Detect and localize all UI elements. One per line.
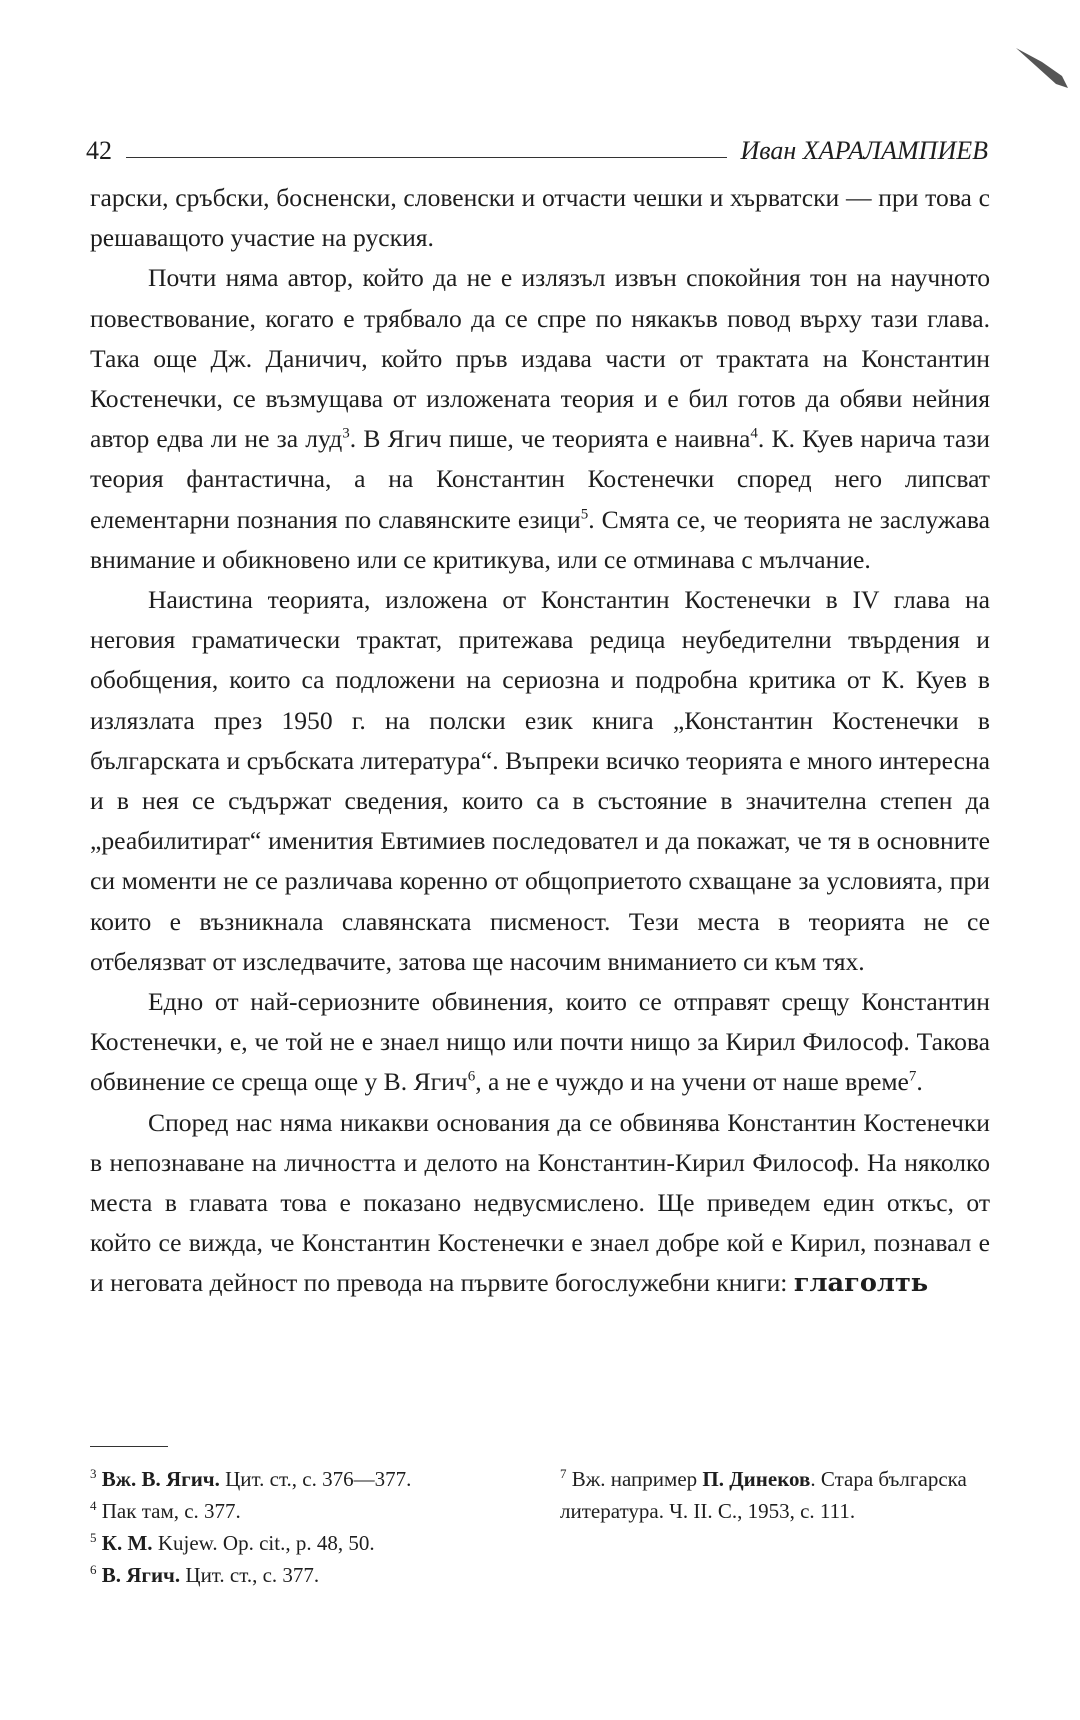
paragraph-2: Почти няма автор, който да не е излязъл извън спокойния тон на научното повествование, когато е трябвало да се спре по някакъв повод върху тази глава. Така още Дж. Даничич, който пръв издава части от трактата на Константин Костенечки, се възмущава от изложената теория и е бил готов да обяви нейния автор едва ли не за луд$^3$. В Ягич пише, че теорията е наивна$^4$. К. Куев нарича тази теория фантастична, а на Константин Костенечки според него липсват елементарни познания по славянските езици$^5$. Смята се, че теорията не заслужава внимание и обикновено или се критикува, или се отминава с мълчание. [90,263,990,574]
footnotes [90,1463,990,1591]
running-head: Иван ХАРАЛАМПИЕВ [740,136,988,165]
paragraph-3: Наистина теорията, изложена от Константин Костенечки в IV глава на неговия граматически трактат, притежава редица неубедителни твърдения и обобщения, които са подложени на сериозна и подробна критика от К. Куев в излязлата през 1950 г. на полски език книга „Константин Костенечки в българската и сръбската литература“. Въпреки всичко теорията е много интересна и в нея се съдържат сведения, които са в състояние в значителна степен да „реабилитират“ именития Евтимиев последовател и да покажат, че тя в основните си моменти не се различава коренно от общоприетото схващане за условията, при които е възникнала славянската писменост. Тези места в теорията не се отбелязват от изследвачите, затова ще насочим вниманието си към тях. [90,585,990,976]
footnotes-right-column [560,1463,990,1591]
footnote-separator [90,1446,168,1447]
footnote-6: $^6$ В. Ягич. Цит. ст., с. 377. [90,1562,320,1587]
body-text [90,178,990,1304]
footnotes-left-column [90,1463,530,1591]
page-number: 42 [86,136,112,165]
old-slavonic-word: глаголть [793,1268,929,1299]
corner-pen-mark [1012,44,1070,94]
footnote-ref: 5 [580,506,589,523]
footnote-5: $^5$ К. М. Kujew. Op. cit., p. 48, 50. [90,1530,375,1555]
footnote-4: $^4$ Пак там, с. 377. [90,1498,241,1523]
footnote-ref: 3 [342,425,350,442]
paragraph-4: Едно от най-сериозните обвинения, които се отправят срещу Константин Костенечки, е, че той не е знаел нищо или почти нищо за Кирил Философ. Такова обвинение се среща още у В. Ягич$^6$, а не е чуждо и на учени от наше време$^7$. [90,987,990,1097]
footnote-7: $^7$ Вж. например П. Динеков. Стара българска литература. Ч. II. С., 1953, с. 111. [560,1466,967,1523]
page-header [86,124,988,164]
footnote-ref: 7 [908,1068,917,1085]
footnote-3: $^3$ Вж. В. Ягич. Цит. ст., с. 376—377. [90,1466,412,1491]
paragraph-1: гарски, сръбски, босненски, словенски и отчасти чешки и хърватски — при това с решаващото участие на руския. [90,183,990,253]
paragraph-5: Според нас няма никакви основания да се обвинява Константин Костенечки в непознаване на личността и делото на Константин-Кирил Философ. На няколко места в главата това е показано недвусмислено. Ще приведем един откъс, от който се вижда, че Константин Костенечки е знаел добре кой е Кирил, познавал е и неговата дейност по превода на първите богослужебни книги: глаголть [90,1107,990,1299]
header-rule [126,157,727,158]
footnote-ref: 4 [750,425,758,442]
footnote-ref: 6 [467,1068,476,1085]
